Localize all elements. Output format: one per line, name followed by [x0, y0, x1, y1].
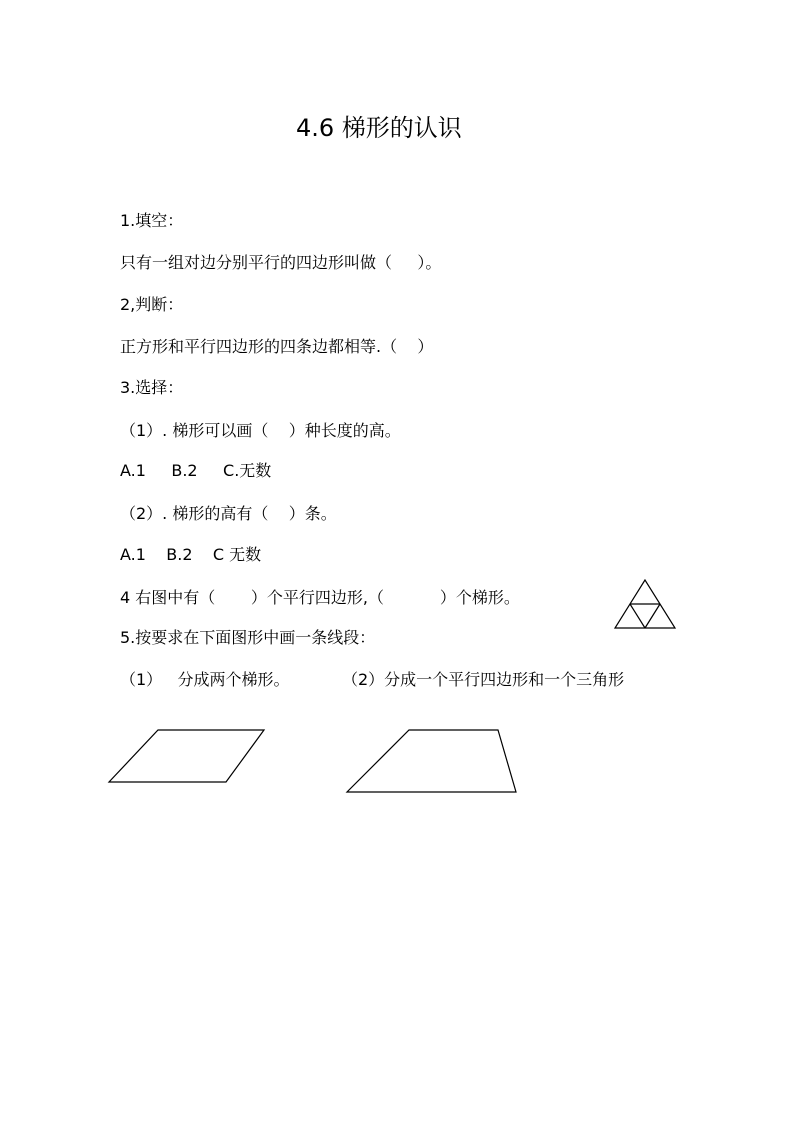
question-2-text: 正方形和平行四边形的四条边都相等.（ ）: [120, 337, 434, 356]
inner-left-diagonal: [630, 604, 645, 628]
question-3-2-text: （2）. 梯形的高有（ ）条。: [120, 504, 337, 523]
question-3-2-options: A.1 B.2 C 无数: [120, 545, 262, 564]
question-5-heading: 5.按要求在下面图形中画一条线段：: [120, 628, 376, 647]
question-1-heading: 1.填空：: [120, 211, 184, 230]
page-title: 4.6 梯形的认识: [296, 114, 462, 142]
triangle-figure: [612, 578, 678, 630]
inner-right-diagonal: [645, 604, 660, 628]
trapezoid-shape: [347, 730, 516, 792]
parallelogram-figure: [106, 728, 268, 786]
question-1-text: 只有一组对边分别平行的四边形叫做（ ）。: [120, 253, 442, 272]
question-3-1-text: （1）. 梯形可以画（ ）种长度的高。: [120, 421, 401, 440]
question-5-part-2: （2）分成一个平行四边形和一个三角形: [342, 670, 625, 689]
question-4-text: 4 右图中有（ ）个平行四边形,（ ）个梯形。: [120, 588, 520, 607]
question-3-1-options: A.1 B.2 C.无数: [120, 461, 272, 480]
trapezoid-figure: [344, 728, 520, 796]
question-3-heading: 3.选择：: [120, 378, 184, 397]
parallelogram-shape: [109, 730, 264, 782]
question-2-heading: 2,判断：: [120, 295, 184, 314]
question-5-part-1: （1） 分成两个梯形。: [120, 670, 290, 689]
